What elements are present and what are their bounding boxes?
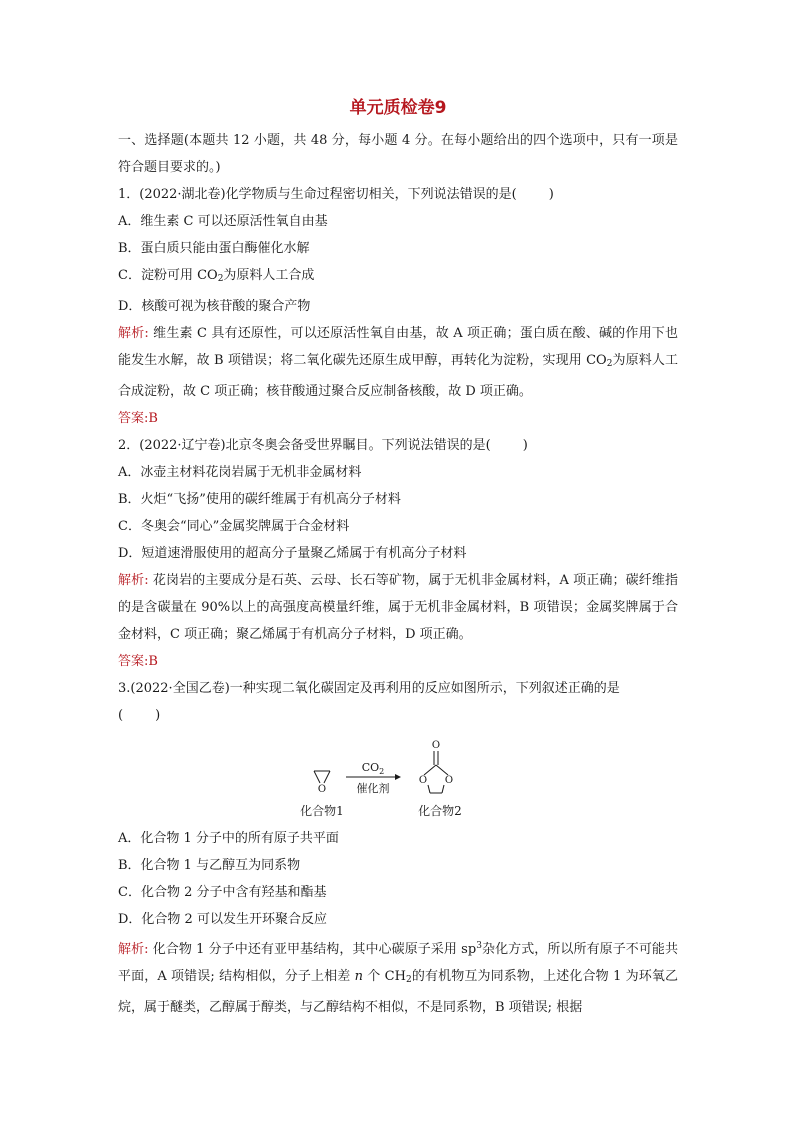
q2-option-a: A．冰壶主材料花岗岩属于无机非金属材料: [118, 465, 362, 480]
analysis-label: 解析:: [118, 326, 149, 341]
q2-stem-end: ): [522, 438, 528, 453]
q3-analysis-b: 杂化方式，所以所有原子不可能共平面，A 项错误; 结构相似，分子上相差: [118, 942, 678, 984]
q1-analysis-b: 为原料人工合成淀粉，故 C 项正确；核苷酸通过聚合反应制备核酸，故 D 项正确。: [118, 353, 678, 399]
compound-1-label: 化合物1: [300, 804, 344, 818]
analysis-label: 解析:: [118, 942, 149, 957]
q3-stem-text: 3.(2022·全国乙卷)一种实现二氧化碳固定及再利用的反应如图所示，下列叙述正确的是: [118, 681, 620, 696]
subscript-2: 2: [217, 274, 224, 284]
q2-option-d: D．短道速滑服使用的超高分子量聚乙烯属于有机高分子材料: [118, 546, 467, 561]
subscript-2: 2: [606, 359, 613, 369]
q1-answer: [118, 405, 678, 432]
q2-analysis: [118, 567, 678, 648]
q3-option-c: C．化合物 2 分子中含有羟基和酯基: [118, 885, 327, 900]
q1-option-b: B．蛋白质只能由蛋白酶催化水解: [118, 241, 310, 256]
answer-label: 答案:: [118, 654, 149, 669]
answer-value: B: [148, 654, 158, 669]
q3-stem: [118, 675, 678, 729]
q3-analysis-a: 化合物 1 分子中还有亚甲基结构，其中心碳原子采用 sp: [148, 942, 477, 957]
q3-analysis: [118, 933, 678, 1021]
q1-option-a: A．维生素 C 可以还原活性氧自由基: [118, 214, 328, 229]
q2-answer: [118, 648, 678, 675]
compound-2-label: 化合物2: [418, 804, 462, 818]
q3-paren-open: (: [118, 708, 124, 723]
answer-label: 答案:: [118, 411, 149, 426]
reaction-scheme: [294, 735, 494, 821]
q3-analysis-n: n: [354, 969, 364, 984]
q2-analysis-text: 花岗岩的主要成分是石英、云母、长石等矿物，属于无机非金属材料，A 项正确；碳纤维指的是含碳量在 90%以上的高强度高模量纤维，属于无机非金属材料，B 项错误；金属奖牌属于合金材料，C 项正确；聚乙烯属于有机高分子材料，D 项正确。: [118, 573, 678, 642]
reaction-figure: [118, 735, 678, 821]
analysis-label: 解析:: [118, 573, 149, 588]
subscript-2: 2: [405, 975, 412, 985]
q2-option-b: B．火炬“飞扬”使用的碳纤维属于有机高分子材料: [118, 492, 401, 507]
compound-1-structure: [314, 771, 330, 783]
q1-option-c-head: C．淀粉可用 CO: [118, 268, 218, 283]
q1-analysis-a: 维生素 C 具有还原性，可以还原活性氧自由基，故 A 项正确；蛋白质在酸、碱的作用下也能发生水解，故 B 项错误；将二氧化碳先还原生成甲醇，再转化为淀粉，实现用 CO: [118, 326, 678, 368]
reaction-arrow: [346, 774, 401, 780]
q3-paren-close: ): [155, 708, 161, 723]
q3-analysis-c: 个 CH: [363, 969, 406, 984]
carbonyl-oxygen: O: [431, 740, 441, 751]
q3-option-a: A．化合物 1 分子中的所有原子共平面: [118, 831, 339, 846]
q1-stem-text: 1．(2022·湖北卷)化学物质与生命过程密切相关，下列说法错误的是(: [118, 187, 517, 202]
oxygen-atom: O: [317, 784, 327, 795]
q3-option-b: B．化合物 1 与乙醇互为同系物: [118, 858, 301, 873]
q2-stem: [118, 432, 678, 459]
q2-stem-text: 2．(2022·辽宁卷)北京冬奥会备受世界瞩目。下列说法错误的是(: [118, 438, 491, 453]
q1-option-c-tail: 为原料人工合成: [223, 268, 315, 283]
page-title: 单元质检卷9: [349, 98, 447, 118]
superscript-3: 3: [476, 941, 482, 951]
q1-option-d: D．核酸可视为核苷酸的聚合产物: [118, 299, 311, 314]
document-page: [118, 96, 678, 1021]
compound-2-structure: [424, 751, 448, 793]
q1-analysis: [118, 320, 678, 405]
q1-stem: [118, 181, 678, 208]
q1-option-c: [118, 262, 678, 293]
ring-oxygen-left: O: [418, 775, 428, 786]
q3-option-d: D．化合物 2 可以发生开环聚合反应: [118, 912, 327, 927]
q3-analysis-d: 的有机物互为同系物，上述化合物 1 为环氧乙烷，属于醚类，乙醇属于醇类，与乙醇结构不相似，不是同系物，B 项错误; 根据: [118, 969, 678, 1015]
answer-value: B: [148, 411, 158, 426]
arrow-top-label: $CO_2$: [361, 761, 385, 776]
q1-stem-end: ): [548, 187, 554, 202]
section-intro: 一、选择题(本题共 12 小题，共 48 分，每小题 4 分。在每小题给出的四个选项中，只有一项是符合题目要求的。): [118, 133, 678, 175]
ring-oxygen-right: O: [444, 775, 454, 786]
arrow-bottom-label: 催化剂: [356, 782, 390, 795]
q2-option-c: C．冬奥会“同心”金属奖牌属于合金材料: [118, 519, 350, 534]
